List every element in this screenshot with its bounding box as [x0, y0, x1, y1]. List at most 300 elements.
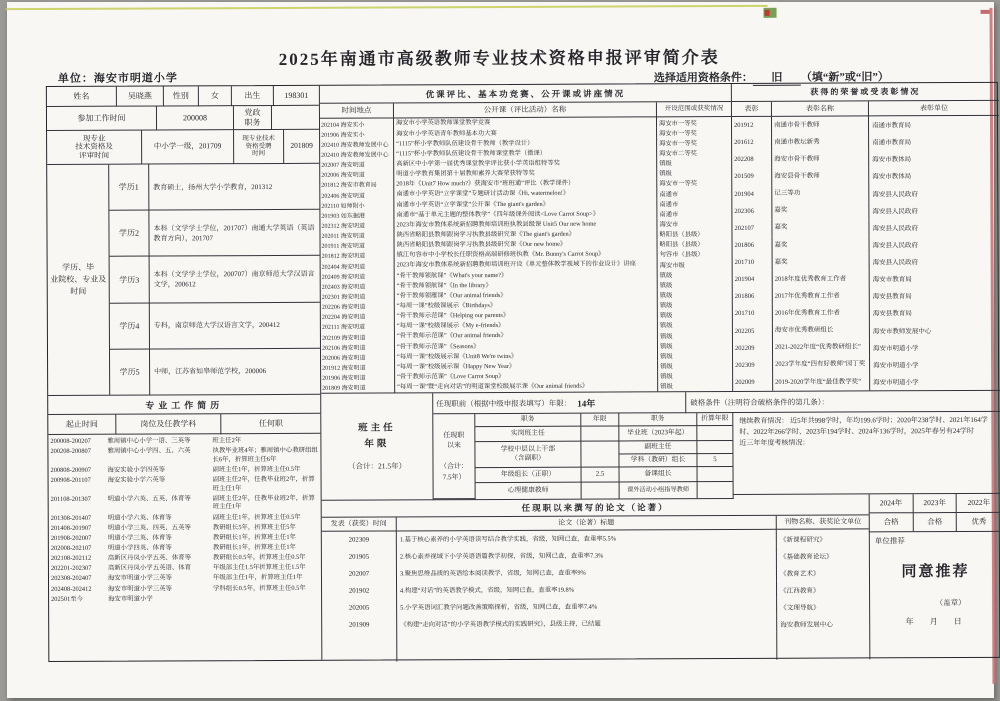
lecture-time: 201903 如东掘港 — [320, 210, 394, 220]
lecture-name: “每周一课”校级展示课《Happy New Year》 — [395, 361, 658, 372]
career-duty: 年级部主任1年，折算班主任1年 — [212, 574, 303, 582]
work-start-label: 参加工作时间 — [47, 106, 157, 130]
honor-time: 202009 — [733, 374, 773, 391]
honors-col-time: 表彰 — [732, 102, 772, 117]
head-teacher-total: （合计：21.5年） — [347, 461, 407, 471]
duty-r2-post: 学校中层以上干部 （含副职） — [475, 442, 581, 468]
lecture-name: “1115”杯小学教师队伍建设骨干教师（教学设计） — [394, 138, 657, 149]
lectures-col-name: 公开课（评比活动）名称 — [394, 102, 657, 118]
paper-title: 5.小学英语词汇教学问题改善策略探析，省级，知网已查，查重率7.4% — [397, 598, 777, 617]
honor-name: 嘉奖 — [772, 219, 869, 237]
lecture-time: 202109 海安明道 — [321, 331, 395, 341]
lecture-time: 201906 海安实小 — [320, 129, 394, 139]
recommendation-cell — [869, 532, 1000, 660]
education-row — [110, 349, 320, 395]
career-post: 雅周镇中心小学四、五、六英 — [107, 447, 191, 455]
lecture-scope: 海安市一等奖 — [659, 139, 697, 148]
paper-journal: 海安教师发展中心 — [780, 621, 833, 629]
lecture-name: “骨干教师示范课”《Seasons》 — [395, 340, 658, 351]
lecture-time: 202406 海安明道 — [320, 189, 394, 199]
career-duty: 教研组长0.5年，折算班主任0.5年 — [212, 554, 306, 562]
duty-col-converted: 折算年限 — [697, 413, 732, 426]
career-row — [51, 534, 319, 544]
career-row — [51, 584, 319, 594]
lectures-col-time: 时间地点 — [320, 103, 394, 118]
lecture-scope: 海安市一等奖 — [659, 129, 697, 138]
honor-unit: 海安县人民政府 — [872, 224, 918, 233]
birth-label: 出生 — [232, 86, 274, 106]
paper-title: 《构建“走向对话”的小学英语教学模式的实践研究》，县级主持，已结题 — [397, 615, 777, 634]
paper-time: 201905 — [322, 548, 397, 565]
education-rows — [109, 164, 320, 395]
lecture-name: “每周一课”暨“走向对话”的明道课堂校级展示课《Our animal friends》 — [395, 381, 658, 392]
lecture-time: 202410 海安教师发展中心 — [320, 139, 394, 149]
duty-r4-years — [582, 482, 620, 498]
recommendation-date: 年 月 日 — [905, 616, 966, 627]
lecture-name: “骨干教师示范课”《Helping our parents》 — [395, 310, 658, 321]
honor-row — [733, 373, 1000, 391]
career-duty: 班主任2年 — [212, 437, 242, 445]
lecture-name: 南通市“基于单元主题的整体教学”《四年级课外阅读<Love Carrot Soup>》 — [394, 209, 657, 220]
lecture-name: “骨干教师领雁课”《Our animal friends》 — [395, 290, 658, 301]
honor-name: 2016年优秀教育工作者 — [773, 305, 870, 323]
lectures-pane — [320, 84, 733, 394]
career-duty: 教研组长1年，折算班主任1年 — [212, 533, 296, 542]
paper-time: 202309 — [322, 531, 397, 548]
honor-row — [733, 356, 1000, 374]
honor-name: 嘉奖 — [773, 236, 870, 254]
paper-journal: 《教育艺术》 — [779, 570, 820, 578]
education-text: 教育硕士，扬州大学小学教育，201312 — [153, 182, 273, 192]
career-period: 202008-202107 — [50, 544, 92, 553]
honors-col-name: 表彰名称 — [772, 101, 869, 116]
lectures-col-scope: 开设范围或获奖情况 — [657, 102, 731, 117]
lecture-scope: 镇级 — [660, 383, 673, 391]
career-col-duty: 任何职 — [221, 414, 320, 434]
party-post-value — [272, 106, 319, 130]
name-value: 吴晓燕 — [117, 86, 164, 106]
education-block — [47, 164, 320, 396]
career-row — [51, 524, 319, 534]
honor-unit: 海安市明道小学 — [873, 379, 919, 387]
paper-journal: 《新课程研究》 — [779, 536, 827, 544]
lecture-scope: 镇级 — [660, 373, 673, 381]
career-duty: 副班主任2年，任教毕业班2年，折算班主任1年 — [212, 475, 315, 492]
recommendation-label: 单位推荐 — [874, 536, 905, 546]
honor-name: 2023学年度“四有好教师”园丁奖 — [773, 356, 870, 374]
career-duty: 副班主任1年，折算班主任0.5年 — [212, 513, 301, 521]
career-period: 202501至今 — [51, 595, 84, 603]
career-period: 200808-200907 — [50, 466, 92, 474]
career-post: 高新区丹凤小学五英语、体育 — [107, 564, 192, 573]
duty-r2-years — [581, 441, 619, 467]
duty-r1-post: 实岗班主任 — [475, 427, 581, 442]
papers-col-journal: 刊物名称、获奖论文单位 — [777, 515, 869, 529]
duty-r4-post: 心理健康教师 — [476, 483, 582, 499]
current-title-label: 现专业 技术资格及 评审时间 — [47, 131, 142, 165]
lecture-scope: 镇级 — [659, 160, 672, 168]
lecture-time: 202204 海安明道 — [321, 311, 395, 321]
duty-since-label: 任现职 以来 （合计： 7.5年） — [433, 414, 475, 499]
career-post: 明道小学三英、体育等 — [107, 534, 172, 542]
career-period: 200908-201107 — [50, 476, 91, 485]
lecture-time: 202301 海安明道 — [321, 291, 395, 301]
assessment-result: 合格 — [870, 513, 914, 532]
lecture-name: 海安市小学英语青年教师基本功大赛 — [394, 127, 657, 138]
lecture-time: 201809 海安明道 — [321, 382, 395, 392]
lecture-time: 202106 海安明道 — [321, 342, 395, 352]
honor-unit: 海安县教育局 — [872, 310, 912, 318]
lecture-name: “1115”杯小学教师队伍建设骨干教师课堂教学（微课） — [394, 148, 657, 159]
lecture-name: 2023年海安市教体系统新招聘教师培训班执教县级课 Unit5 Our new home — [394, 219, 657, 230]
honor-unit: 海安县人民政府 — [872, 190, 918, 198]
lecture-name: 2023年海安市教体系统新招聘教师培训班开设《单元整体教学视域下的作业设计》讲座 — [395, 259, 658, 270]
lecture-time: 202111 海安明道 — [321, 321, 395, 331]
lecture-scope: 南通市 — [659, 190, 679, 198]
lecture-time: 201912 海安明道 — [321, 362, 395, 372]
career-row — [51, 495, 319, 513]
career-post: 海安实验小学四英等 — [107, 466, 166, 474]
honor-row — [732, 219, 999, 237]
duty-col-years: 年限 — [581, 413, 619, 426]
honor-name: 2019-2020学年度“最佳教学奖” — [773, 373, 870, 391]
honor-unit: 海安市教育局 — [872, 276, 912, 284]
honors-section-title: 获得的荣誉或受表彰情况 — [732, 83, 999, 102]
duty-col-post2: 职务 — [619, 413, 697, 426]
honor-time: 201904 — [733, 271, 773, 288]
honor-row — [733, 236, 1000, 254]
honor-unit: 海安市教体局 — [872, 156, 912, 164]
lecture-scope: 镇级 — [659, 322, 673, 330]
duty-r3-post2: 备课组长 — [620, 467, 698, 482]
education-row — [109, 164, 319, 211]
education-row — [110, 256, 320, 303]
assessment-section-label: 近三年年度考核情况： — [739, 438, 810, 447]
career-duty: 教研组长1年，折算班主任1年 — [212, 543, 296, 552]
career-period: 200208-200807 — [50, 447, 91, 456]
honor-time: 202205 — [733, 322, 773, 339]
lecture-scope: 镇级 — [659, 271, 673, 279]
honor-time: 202209 — [733, 339, 773, 356]
career-period: 201108-201307 — [50, 495, 91, 503]
honor-name: 2018年度优秀教育工作者 — [773, 271, 870, 289]
hire-time-label: 现专业技术 资格受聘 时间 — [234, 130, 284, 164]
honor-row — [733, 287, 1000, 305]
paper-title: 4.构建“对话”的英语教学模式，省级，知网已查，查重率19.8% — [397, 581, 777, 600]
career-row — [51, 595, 319, 605]
lecture-time: 202006 海安明道 — [321, 352, 395, 362]
career-row — [51, 564, 319, 574]
career-post: 海安市明道小学三英等 — [107, 574, 172, 583]
pre-post-years-strip — [433, 392, 686, 414]
papers-section-title: 任现职以来撰写的论文（论著） — [322, 498, 869, 517]
career-duty — [213, 595, 319, 604]
recommendation-text: 同意推荐 — [901, 563, 970, 581]
lectures-section-title: 优课评比、基本功竞赛、公开课或讲座情况 — [320, 84, 731, 104]
honor-name: 记三等功 — [772, 185, 869, 203]
career-row — [51, 513, 319, 523]
lecture-name: 明道小学教育集团第十届教师素养大赛荣获特等奖 — [394, 168, 657, 179]
education-tag: 学历4 — [110, 303, 150, 348]
honor-name: 嘉奖 — [773, 253, 870, 271]
duty-r3-years: 2.5 — [582, 467, 620, 482]
main-form-table — [46, 82, 1000, 662]
lecture-name: “每周一课”校级课展示《My e-friends》 — [395, 320, 658, 331]
party-post-label: 党政 职务 — [234, 106, 272, 130]
career-period: 202408-202412 — [51, 585, 92, 593]
honor-row — [733, 321, 1000, 339]
honor-row — [733, 253, 1000, 271]
duty-r2-sub2-converted: 5 — [697, 454, 732, 467]
lecture-time: 202409 海安明道 — [321, 271, 395, 281]
lecture-scope: 海安市 — [659, 221, 679, 229]
unit-name: 单位：海安市明道小学 — [57, 72, 178, 85]
lecture-time: 202410 海安教师发展中心 — [320, 149, 394, 159]
career-section-title: 专业工作简历 — [48, 395, 320, 415]
lecture-name: 南通市小学英语“立学课堂”专题研讨活动课《Hi, watermelon!》 — [394, 188, 657, 199]
honor-name: 南通市教坛新秀 — [772, 134, 869, 152]
gender-label: 性别 — [164, 86, 199, 106]
continuing-education-cell — [733, 412, 1000, 495]
honor-name: 2021-2022年度“优秀教研组长” — [773, 339, 870, 357]
paper-title: 1.基于核心素养的小学英语读写结合教学实践，省级，知网已查，查重率5.5% — [397, 530, 777, 549]
education-section-label: 学历、毕 业院校、专业及 时间 — [47, 165, 110, 395]
continuing-education-text: 近5年共998学时，年均199.6学时；2020年238学时、2021年164学时、2022年266学时、2023年194学时、2024年136学时，2025年春另有24学时 — [739, 415, 988, 436]
duty-r2-sub2: 学科（教研）组长 — [619, 454, 697, 467]
honor-row — [733, 270, 1000, 288]
assessment-year: 2022年 — [957, 494, 1000, 513]
honor-name: 海安县骨干教师 — [772, 168, 869, 186]
paper-title: 2.核心素养视域下小学英语语篇教学初探，省级，知网已查，查重率7.3% — [397, 547, 777, 566]
duty-r2-sub1-converted — [697, 441, 732, 454]
scanned-form-page — [7, 2, 994, 698]
birth-value: 198301 — [274, 86, 319, 106]
lecture-time: 201812 海安明道 — [321, 250, 395, 260]
lecture-time: 202104 海安实小 — [320, 118, 394, 128]
honor-row — [732, 150, 999, 168]
honor-time: 202306 — [732, 202, 772, 219]
honor-time: 201710 — [733, 254, 773, 271]
honor-unit: 南通市教育局 — [872, 122, 912, 130]
lecture-scope: 镇级 — [660, 363, 673, 371]
lecture-scope: 镇级 — [659, 332, 673, 340]
scan-artifact-dot — [765, 10, 770, 16]
lecture-time: 202312 海安明道 — [320, 220, 394, 230]
career-row — [51, 466, 319, 476]
education-row — [110, 302, 320, 349]
paper-time: 202005 — [322, 599, 397, 616]
honor-row — [732, 116, 999, 134]
career-post: 明道小学四英、体育等 — [107, 544, 172, 552]
papers-empty-col2 — [397, 632, 777, 662]
lecture-name: 陕西省略阳县教师跟岗学习执教县级研究课《Our new home》 — [395, 239, 658, 250]
education-text: 中师，江苏省如皋师范学校，200006 — [154, 367, 267, 376]
lecture-name: “骨干教师示范课”《Our animal friends》 — [395, 330, 658, 341]
gender-value: 女 — [199, 86, 232, 106]
lecture-row — [321, 381, 732, 393]
education-text: 本科（文学学士学位，201707）南通大学英语（英语教育方向），201707 — [153, 223, 315, 243]
lecture-scope: 海安市二等奖 — [659, 150, 697, 158]
continuing-education-label: 继续教育情况： — [739, 416, 789, 425]
honors-col-unit: 表彰单位 — [869, 101, 999, 117]
education-tag: 学历1 — [109, 165, 149, 210]
duty-r1-post2: 毕业班（2023年起） — [619, 426, 697, 441]
career-post: 海安市明道小学 — [108, 595, 153, 603]
papers-col-title: 论文（论著）标题 — [397, 516, 777, 532]
education-tag: 学历2 — [109, 211, 149, 256]
assessment-result: 优秀 — [971, 517, 987, 527]
head-teacher-label: 班主任 年限 — [358, 423, 396, 450]
assessment-table — [869, 494, 1000, 533]
lecture-scope: 镇级 — [659, 312, 673, 320]
honor-unit: 海安县教育局 — [872, 293, 912, 301]
honor-time: 201806 — [733, 237, 773, 254]
name-label: 姓名 — [47, 87, 117, 107]
lecture-scope: 南通市 — [659, 211, 679, 219]
career-row — [51, 554, 319, 564]
duty-r4-converted — [698, 482, 733, 498]
lecture-scope: 镇级 — [659, 342, 673, 350]
career-col-post: 岗位及任教学科 — [116, 414, 221, 434]
lecture-scope: 镇级 — [659, 282, 673, 290]
duty-r2-sub1: 副班主任 — [619, 441, 697, 454]
lecture-scope: 镇级 — [660, 353, 673, 361]
lecture-name: 镇江句容市中小学校长任职资格高端研修班执教《Mr. Bunny's Carrot Soup》 — [395, 249, 658, 260]
honor-name: 嘉奖 — [772, 202, 869, 220]
career-post: 雅周镇中心小学一语、三英等 — [107, 437, 191, 445]
pre-post-years-value: 14年 — [577, 398, 596, 409]
career-history-list — [48, 434, 321, 661]
lecture-scope: 镇级 — [659, 292, 673, 300]
lecture-time: 202110 如师附小 — [320, 200, 394, 210]
honors-pane — [732, 83, 1000, 392]
honor-time: 202107 — [732, 220, 772, 237]
honor-name: 南通市骨干教师 — [772, 116, 869, 134]
honor-row — [733, 338, 1000, 356]
lecture-time: 202404 海安明道 — [321, 260, 395, 270]
lecture-name: “骨干教师领航课”《What's your name?》 — [395, 269, 658, 280]
honor-time: 201904 — [732, 185, 772, 202]
career-period: 201908-202007 — [50, 534, 92, 542]
lecture-time: 202006 海安明道 — [320, 169, 394, 179]
honor-time: 201612 — [732, 134, 772, 151]
paper-journal: 《江西教育》 — [780, 587, 820, 595]
current-title-value: 中小学一级，201709 — [142, 130, 234, 164]
career-post: 海安实验小学六英等 — [107, 476, 166, 484]
honor-unit: 海安市明道小学 — [873, 361, 919, 370]
career-post: 高新区丹凤小学五英、体育等 — [107, 554, 191, 562]
duty-r1-years — [581, 426, 619, 441]
honor-row — [732, 184, 999, 202]
career-period: 201408-201907 — [50, 524, 92, 532]
honor-row — [732, 133, 999, 151]
head-teacher-years-cell — [321, 393, 433, 500]
education-text: 本科（文学学士学位，200707）南京师范大学汉语言文学，200612 — [153, 269, 315, 289]
honor-time: 202309 — [733, 357, 773, 374]
honor-row — [733, 304, 1000, 322]
lecture-scope: 镇级 — [659, 302, 673, 310]
work-start-value: 200008 — [157, 106, 234, 130]
career-post: 明道小学六英、体育等 — [107, 514, 172, 522]
education-row — [109, 210, 319, 257]
career-period: 202108-202112 — [50, 554, 92, 563]
lecture-name: 南通市小学英语“立学课堂”公开课《The giant's garden》 — [394, 198, 657, 209]
education-tag: 学历5 — [110, 349, 150, 394]
lecture-scope: 镇级 — [659, 170, 672, 178]
honor-time: 201912 — [732, 117, 772, 134]
assessment-year: 2023年 — [913, 494, 957, 513]
honor-name: 海安市骨干教师 — [772, 151, 869, 169]
education-text: 专科，南京师范大学汉语言文学，200412 — [153, 321, 280, 330]
papers-rows — [322, 529, 869, 633]
honors-rows — [732, 116, 1000, 391]
papers-col-time: 发表（获奖）时间 — [322, 517, 397, 531]
lecture-time: 201906 海安明道 — [321, 372, 395, 382]
career-period: 201308-201407 — [50, 514, 92, 522]
career-period: 202201-202307 — [50, 565, 92, 573]
lecture-name: “每周一课”校级展示课《Unit8 We're twins》 — [395, 351, 658, 362]
lecture-name: 海安市小学英语教师课堂教学竞赛 — [394, 117, 657, 128]
duty-r1-converted — [697, 426, 732, 441]
lecture-scope: 略阳县（县级） — [659, 231, 704, 239]
lecture-scope: 南通市 — [659, 200, 679, 208]
career-row — [51, 544, 319, 554]
honor-name: 2017年优秀教育工作者 — [773, 288, 870, 306]
honor-name: 海安市优秀教研组长 — [773, 322, 870, 340]
lecture-scope: 句容市（县级） — [659, 251, 704, 259]
scan-artifact-mark — [764, 8, 777, 18]
lecture-name: “每周一课”校级课展示《Birthdays》 — [395, 300, 658, 311]
pre-post-label: 任现职前（根据中级申报表填写）年限： — [436, 398, 572, 408]
lecture-scope: 海安市一等奖 — [658, 119, 697, 127]
honor-unit: 南通市教育局 — [872, 139, 912, 147]
lecture-scope: 海安市一等奖 — [659, 180, 698, 188]
career-duty: 年级部主任1.5年折算班主任1.5年 — [212, 564, 306, 572]
paper-journal: 《文理导航》 — [780, 604, 820, 612]
personal-info-pane — [47, 86, 323, 661]
career-period: 202308-202407 — [50, 575, 92, 583]
career-row — [50, 437, 318, 447]
assessment-result: 合格 — [913, 513, 957, 532]
honor-time: 201509 — [732, 168, 772, 185]
career-post: 明道小学六英、五英、体育等 — [107, 495, 191, 503]
lecture-name: “骨干教师领航课”《In the library》 — [395, 280, 658, 291]
honor-time: 201806 — [733, 288, 773, 305]
paper-journal: 《基础教育论坛》 — [779, 553, 833, 561]
career-row — [51, 476, 319, 494]
lecture-scope: 略阳县（县级） — [659, 241, 704, 249]
hire-time-value: 201809 — [284, 130, 319, 164]
duty-r4-post2: 课外活动小组指导教师 — [620, 482, 698, 498]
assessment-year: 2024年 — [870, 494, 914, 513]
lecture-time: 202011 海安明道 — [320, 230, 394, 240]
lecture-time: 201812 海安市教育局 — [320, 179, 394, 189]
lecture-time: 202007 海安明道 — [320, 159, 394, 169]
honor-row — [732, 201, 999, 219]
education-tag: 学历3 — [110, 257, 150, 302]
lecture-name: “骨干教师示范课”《Love Carrot Soup》 — [395, 371, 658, 382]
career-col-period: 起止时间 — [48, 415, 116, 435]
career-post: 明道小学三英、四英、五英等 — [107, 524, 191, 532]
paper-time: 201902 — [322, 582, 397, 599]
career-period: 200008-200207 — [50, 437, 91, 445]
career-post: 海安市明道小学三英等 — [108, 585, 172, 593]
career-row — [51, 574, 319, 584]
scan-artifact-top-line — [6, 5, 768, 10]
form-title: 2025年南通市高级教师专业技术资格申报评审简介表 — [278, 48, 720, 69]
exception-condition-cell: 破格条件（注明符合破格条件的第几条）： — [686, 391, 1000, 413]
duty-col-post: 职务 — [475, 414, 581, 427]
